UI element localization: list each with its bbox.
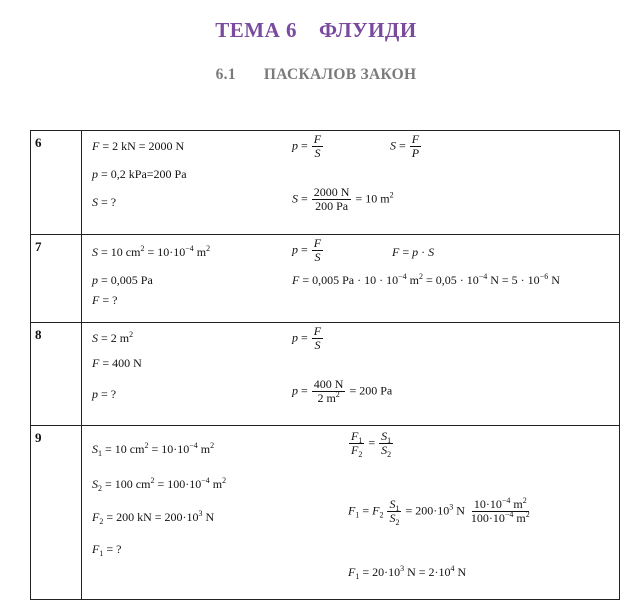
given-line: $S_1 = 10$ $cm^2 = 10\cdot 10^{-4}$ $m^2$ <box>92 441 215 458</box>
formula-line: $\frac{F_1}{F_2}$ = $\frac{S_1}{S_2}$ <box>351 429 392 459</box>
topic-label: ТЕМА 6 <box>215 18 298 42</box>
task-number: 7 <box>31 235 82 323</box>
formula-line: p = $\frac{F}{S}$ <box>292 236 322 264</box>
task-number: 9 <box>31 426 82 600</box>
formula-line: p = $\frac{F}{S}$ <box>292 132 322 160</box>
task-number: 6 <box>31 131 82 235</box>
formula-line: F = p · S <box>392 245 435 259</box>
topic-title <box>0 18 632 43</box>
task-row <box>31 131 620 235</box>
formula-line: F = 0,005 $Pa \cdot 10 \cdot 10^{-4}$ $m^2 = 0,05 \cdot 10^{-4}$ $N = 5 \cdot 10^{-6}$ N <box>292 272 560 287</box>
task-body <box>82 131 620 235</box>
task-row <box>31 323 620 426</box>
task-body <box>82 235 620 323</box>
given-line: p = 0,005 Pa <box>92 273 153 287</box>
formula-line: p = $\frac{400 N}{2 m^2}$ = 200 Pa <box>292 377 393 405</box>
task-number: 8 <box>31 323 82 426</box>
given-line: $F_2 = 200$ kN = $200\cdot 10^3$ N <box>92 509 215 526</box>
section-title <box>0 66 632 84</box>
section-number: 6.1 <box>215 66 236 83</box>
given-line: $F_1$ = ? <box>92 542 122 558</box>
task-row <box>31 235 620 323</box>
formula-line: $F_1 = F_2$ $\frac{S_1}{S_2}$ = $200\cdot 10^3$ N $\frac{10\cdot 10^{-4} m^2}{100\cdot 10^{-4} m^2}$ <box>348 496 530 527</box>
task-body <box>82 323 620 426</box>
given-line: S = 2 $m^2$ <box>92 330 134 345</box>
task-row <box>31 426 620 600</box>
formula-line: S = $\frac{2000 N}{200 Pa}$ = 10 $m^2$ <box>292 185 394 213</box>
formula-line: $F_1 = 20\cdot 10^3$ $N = 2\cdot 10^4$ N <box>348 564 467 581</box>
given-line: S = 10 $cm^2 = 10\cdot 10^{-4}$ $m^2$ <box>92 244 211 259</box>
given-line: $S_2 = 100$ $cm^2 = 100\cdot 10^{-4}$ $m^2$ <box>92 476 227 493</box>
section-name: ПАСКАЛОВ ЗАКОН <box>263 66 417 83</box>
formula-line: S = $\frac{F}{P}$ <box>390 132 420 160</box>
given-line: F = 400 N <box>92 356 142 370</box>
given-line: p = ? <box>92 387 117 401</box>
task-body <box>82 426 620 600</box>
topic-name: ФЛУИДИ <box>319 18 417 42</box>
given-line: p = 0,2 kPa=200 Pa <box>92 167 187 181</box>
tasks-table <box>30 130 620 600</box>
given-line: F = 2 kN = 2000 N <box>92 139 185 153</box>
given-line: F = ? <box>92 293 118 307</box>
formula-line: p = $\frac{F}{S}$ <box>292 324 322 352</box>
given-line: S = ? <box>92 195 117 209</box>
